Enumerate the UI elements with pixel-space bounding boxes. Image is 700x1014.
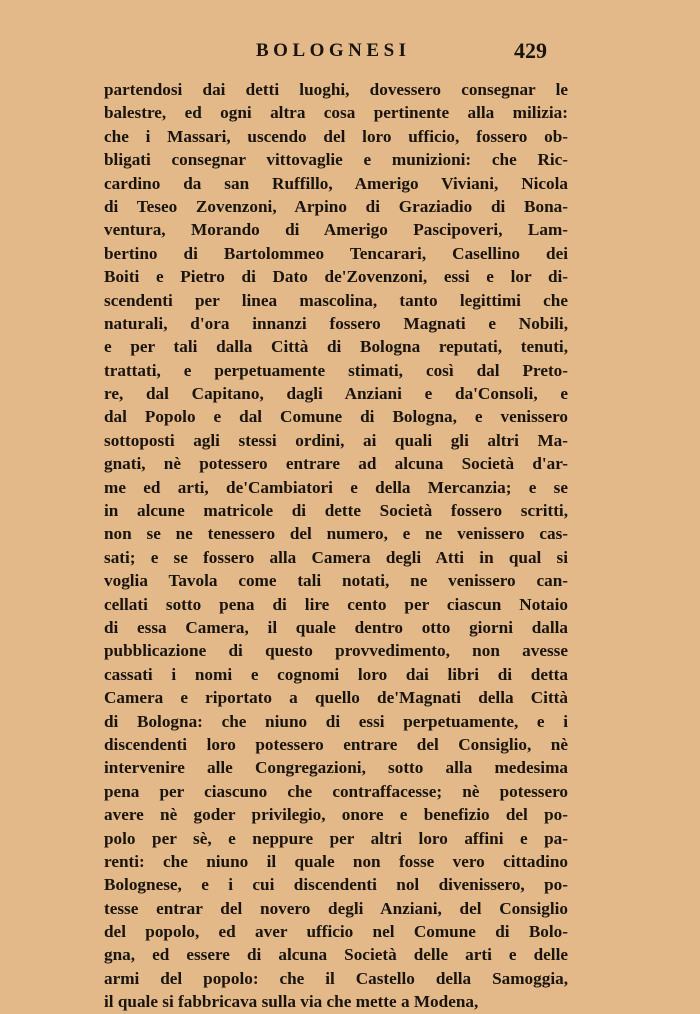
text-line: di Teseo Zovenzoni, Arpino di Graziadio di Bona-: [104, 196, 568, 216]
text-line: tesse entrar del novero degli Anziani, del Consiglio: [104, 898, 568, 918]
text-line: in alcune matricole di dette Società fossero scritti,: [104, 501, 568, 521]
text-line: Boiti e Pietro di Dato de'Zovenzoni, essi e lor di-: [104, 267, 568, 287]
text-line: bertino di Bartolommeo Tencarari, Casellino dei: [104, 243, 568, 263]
text-line: scendenti per linea mascolina, tanto legittimi che: [104, 290, 568, 310]
text-line: renti: che niuno il quale non fosse vero cittadino: [104, 851, 568, 871]
text-line: cassati i nomi e cognomi loro dai libri di detta: [104, 664, 568, 684]
text-line: dal Popolo e dal Comune di Bologna, e venissero: [104, 407, 568, 427]
text-line: del popolo, ed aver ufficio nel Comune di Bolo-: [104, 922, 568, 942]
text-line: naturali, d'ora innanzi fossero Magnati e Nobili,: [104, 313, 568, 333]
text-line: discendenti loro potessero entrare del Consiglio, nè: [104, 734, 568, 754]
text-line: pena per ciascuno che contraffacesse; nè potessero: [104, 781, 568, 801]
body-text: [104, 78, 568, 1014]
text-line: il quale si fabbricava sulla via che mette a Modena,: [104, 992, 479, 1012]
text-line: avere nè goder privilegio, onore e benefizio del po-: [104, 805, 568, 825]
text-line: me ed arti, de'Cambiatori e della Mercanzia; e se: [104, 477, 568, 497]
text-line: gnati, nè potessero entrare ad alcuna Società d'ar-: [104, 454, 568, 474]
text-line: re, dal Capitano, dagli Anziani e da'Consoli, e: [104, 384, 568, 404]
text-line: cellati sotto pena di lire cento per ciascun Notaio: [104, 594, 568, 614]
text-line: trattati, e perpetuamente stimati, così dal Preto-: [104, 360, 568, 380]
text-line: Bolognese, e i cui discendenti nol divenissero, po-: [104, 875, 568, 895]
text-line: polo per sè, e neppure per altri loro affini e pa-: [104, 828, 568, 848]
text-line: Camera e riportato a quello de'Magnati della Città: [104, 688, 568, 708]
text-line: bligati consegnar vittovaglie e munizioni: che Ric-: [104, 150, 568, 170]
running-title: BOLOGNESI: [256, 40, 411, 61]
text-line: balestre, ed ogni altra cosa pertinente alla milizia:: [104, 103, 568, 123]
text-line: partendosi dai detti luoghi, dovessero consegnar le: [104, 80, 568, 99]
text-line: e per tali dalla Città di Bologna reputati, tenuti,: [104, 337, 568, 357]
text-line: voglia Tavola come tali notati, ne venissero can-: [104, 571, 568, 591]
text-line: che i Massari, uscendo del loro ufficio, fossero ob-: [104, 126, 568, 146]
text-line: gna, ed essere di alcuna Società delle arti e delle: [104, 945, 568, 965]
page-number: 429: [514, 38, 547, 63]
text-line: di Bologna: che niuno di essi perpetuamente, e i: [104, 711, 568, 731]
text-line: non se ne tenessero del numero, e ne venissero cas-: [104, 524, 568, 544]
text-line: ventura, Morando di Amerigo Pascipoveri, Lam-: [104, 220, 568, 240]
text-line: sati; e se fossero alla Camera degli Atti in qual si: [104, 547, 568, 567]
text-line: sottoposti agli stessi ordini, ai quali gli altri Ma-: [104, 430, 568, 450]
text-line: pubblicazione di questo provvedimento, non avesse: [104, 641, 568, 661]
page-header: [0, 38, 700, 68]
text-line: di essa Camera, il quale dentro otto giorni dalla: [104, 617, 568, 637]
text-line: intervenire alle Congregazioni, sotto alla medesima: [104, 758, 568, 778]
text-line: armi del popolo: che il Castello della Samoggia,: [104, 968, 568, 988]
text-line: cardino da san Ruffillo, Amerigo Viviani, Nicola: [104, 173, 568, 193]
